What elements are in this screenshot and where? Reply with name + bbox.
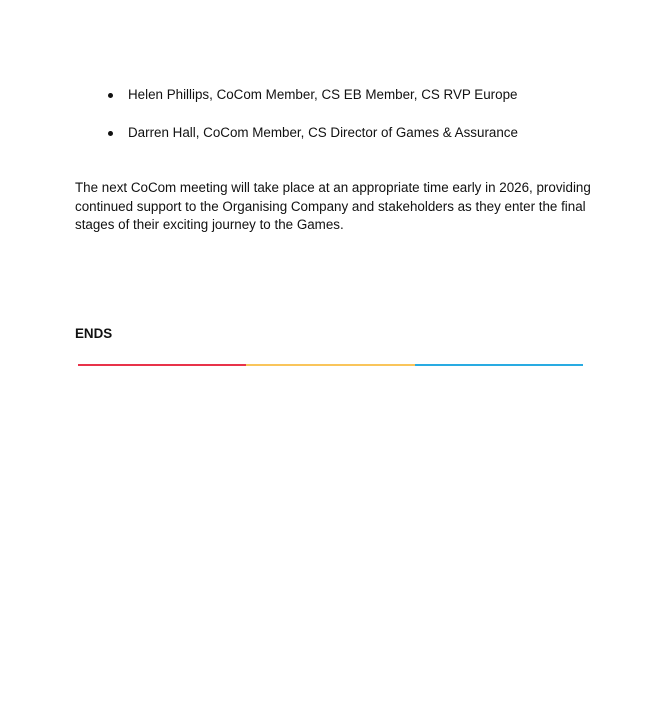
divider-segment-yellow: [246, 364, 414, 366]
bullet-text: Helen Phillips, CoCom Member, CS EB Member, CS RVP Europe: [128, 87, 518, 102]
ends-label: ENDS: [75, 326, 113, 341]
bullet-icon: [108, 93, 113, 98]
bullet-text: Darren Hall, CoCom Member, CS Director of Games & Assurance: [128, 125, 518, 140]
divider-segment-red: [78, 364, 246, 366]
divider-segment-blue: [415, 364, 583, 366]
paragraph-line: The next CoCom meeting will take place at an appropriate time early in 2026, providing: [75, 180, 591, 195]
paragraph-line: continued support to the Organising Company and stakeholders as they enter the final: [75, 198, 586, 214]
list-item: [104, 124, 518, 142]
list-item: [104, 86, 518, 104]
next-meeting-paragraph: [75, 179, 595, 235]
paragraph-line: stages of their exciting journey to the Games.: [75, 217, 344, 232]
member-bullet-list: [104, 86, 518, 162]
bullet-icon: [108, 131, 113, 136]
tricolor-divider: [78, 364, 583, 366]
